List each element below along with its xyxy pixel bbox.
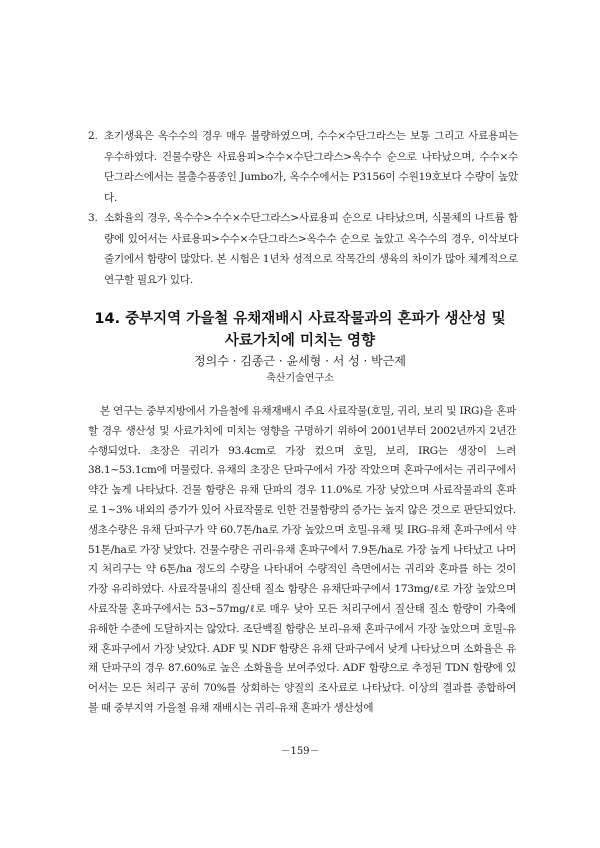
article-title <box>70 308 530 352</box>
page-number: －159－ <box>280 746 320 757</box>
list-item-text: 소화율의 경우, 옥수수>수수×수단그라스>사료용피 순으로 나타났으며, 식물체의 나트륨 함량에 있어서는 사료용피>수수×수단그라스>옥수수 순으로 높았고 옥수수의 경우, 이삭보다줄기에서 함량이 많았다. 본 시험은 1년차 성적으로 작목간의 생육의 차이가 많아 체계적으로 연구할 필요가 있다. <box>104 212 518 286</box>
list-item-text: 초기생육은 옥수수의 경우 매우 불량하였으며, 수수×수단그라스는 보통 그리고 사료용피는 우수하였다. 건물수량은 사료용피>수수×수단그라스>옥수수 순으로 나타났으며, 수수×수단그라스에서는 불출수품종인 Jumbo가, 옥수수에서는 P3156이 수원19호보다 수량이 높았다. <box>104 130 518 204</box>
conclusion-list <box>88 126 518 290</box>
article-affiliation: 축산기술연구소 <box>266 373 334 384</box>
list-item <box>88 126 518 208</box>
list-item-number: 2. <box>88 130 98 142</box>
list-item <box>88 208 518 290</box>
article-title-line2: 사료가치에 미치는 영향 <box>224 333 376 349</box>
article-title-line1: 14. 중부지역 가을철 유채재배시 사료작물과의 혼파가 생산성 및 <box>94 311 506 327</box>
list-item-number: 3. <box>88 212 98 224</box>
article-body: 본 연구는 중부지방에서 가을철에 유채재배시 주요 사료작물(호밀, 귀리, 보리 및 IRG)을 혼파할 경우 생산성 및 사료가치에 미치는 영향을 구명하기 위하여 2001년부터 2002년까지 2년간 수행되었다. 초장은 귀리가 93.4cm로 가장 컸으며 호밀, 보리, IRG는 생장이 느려 38.1~53.1cm에 머물렀다. 유채의 초장은 단파구에서 가장 작았으며 혼파구에서는 귀리구에서 약간 높게 나타났다. 건물 함량은 유채 단파의 경우 11.0%로 가장 낮았으며 사료작물과의 혼파로 1~3% 내외의 증가가 있어 사료작물로 인한 건물함량의 증가는 높지 않은 것으로 판단되었다. 생초수량은 유채 단파구가 약 60.7톤/ha로 가장 높았으며 호밀-유채 및 IRG-유채 혼파구에서 약 51톤/ha로 가장 낮았다. 건물수량은 귀리-유채 혼파구에서 7.9톤/ha로 가장 높게 나타났고 나머지 처리구는 약 6톤/ha 정도의 수량을 나타내어 수량적인 측면에서는 귀리와 혼파를 하는 것이 가장 유리하였다. 사료작물내의 질산태 질소 함량은 유채단파구에서 173mg/ℓ로 가장 높았으며 사료작물 혼파구에서는 53~57mg/ℓ로 매우 낮아 모든 처리구에서 질산태 질소 함량이 가축에 유해한 수준에 도달하지는 않았다. 조단백질 함량은 보리-유채 혼파구에서 가장 높았으며 호밀-유채 혼파구에서 가장 낮았다. ADF 및 NDF 함량은 유채 단파구에서 낮게 나타났으며 소화율은 유채 단파구의 경우 87.60%로 높은 소화율을 보여주었다. ADF 함량으로 추정된 TDN 함량에 있어서는 모든 처리구 공히 70%를 상회하는 양질의 조사료로 나타났다. 이상의 결과를 종합하여 볼 때 중부지역 가을철 유채 재배시는 귀리-유채 혼파가 생산성에 <box>88 405 516 714</box>
article-authors: 정의수 · 김종근 · 윤세형 · 서 성 · 박근제 <box>194 354 406 368</box>
